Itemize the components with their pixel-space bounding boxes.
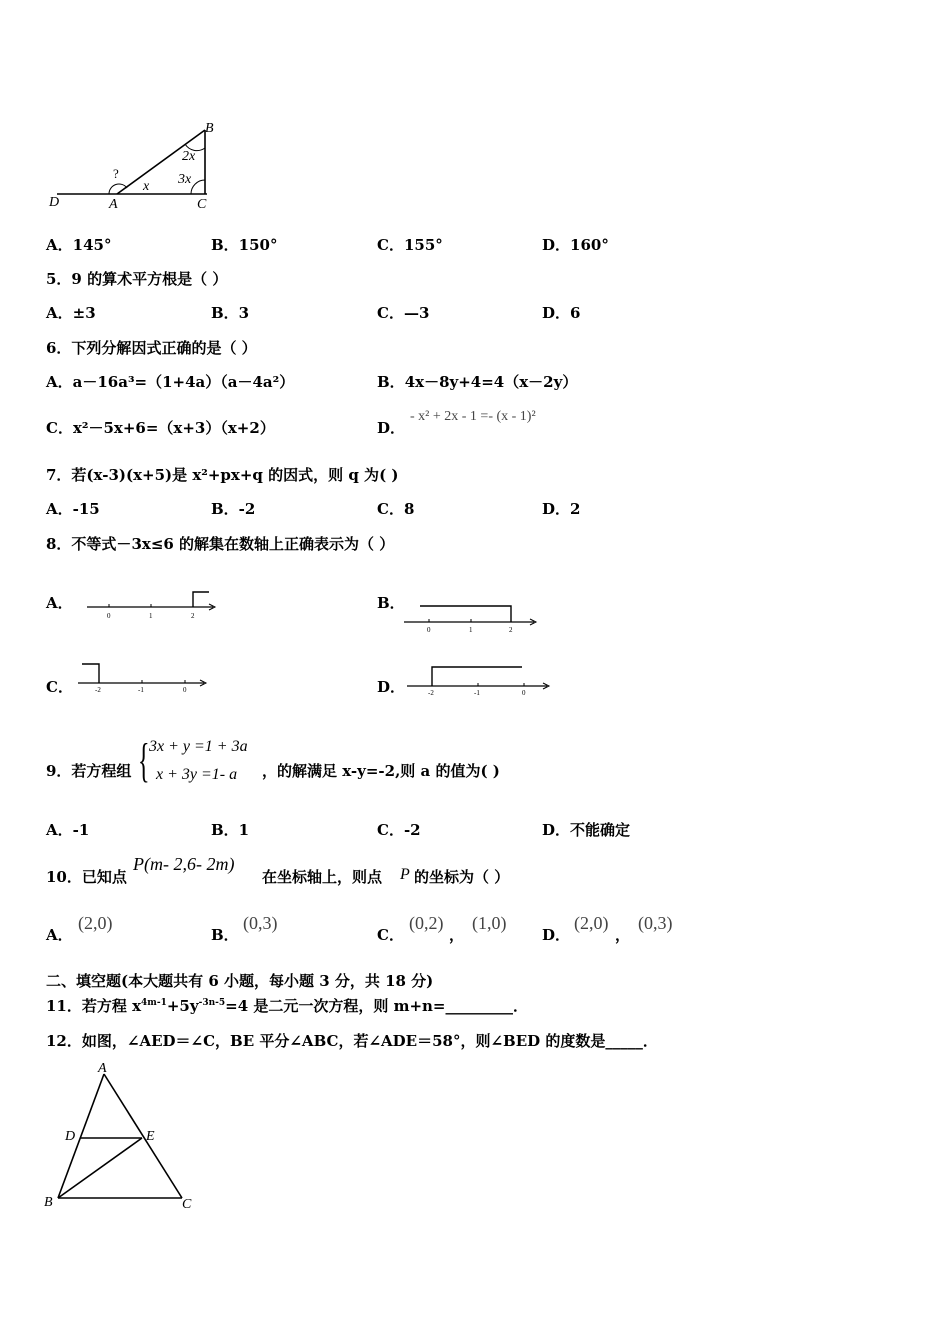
tick-label: -1 xyxy=(474,689,480,697)
q6-c-expr: x²－5x+6=（x+3）（x+2） xyxy=(72,419,275,437)
number-line-b xyxy=(402,598,542,634)
q10-label-c: C． xyxy=(377,926,404,944)
label-a: A xyxy=(98,1061,107,1076)
label-question: ? xyxy=(113,166,119,181)
q9-option-b: B．1 xyxy=(211,821,250,839)
q10-option-a: (2,0) xyxy=(78,913,113,933)
label-b: B xyxy=(44,1195,53,1210)
label-c: C xyxy=(197,197,207,212)
q6-option-c xyxy=(46,419,275,437)
q8-stem: 8．不等式－3x≤6 的解集在数轴上正确表示为（ ） xyxy=(46,535,395,553)
q8-label-d: D． xyxy=(377,678,406,696)
q9-option-a: A．-1 xyxy=(46,821,90,839)
tick-label: -2 xyxy=(95,686,101,694)
q9-eq1: 3x + y =1 + 3a xyxy=(149,738,248,755)
q9-eq2: x + 3y =1- a xyxy=(156,766,238,783)
tick-label: -2 xyxy=(428,689,434,697)
q6-d-label: D． xyxy=(377,419,406,437)
triangle-figure xyxy=(45,118,225,213)
tick-label: -1 xyxy=(138,686,144,694)
q10-option-c1: (0,2) xyxy=(409,913,444,933)
q8-label-c: C． xyxy=(46,678,73,696)
q6-option-a xyxy=(46,373,294,391)
tick-label: 0 xyxy=(183,686,187,694)
q9-option-d: D．不能确定 xyxy=(542,821,631,839)
q11-pre: 11．若方程 x xyxy=(46,997,142,1015)
q11-mid: +5y xyxy=(166,997,199,1015)
q5-option-b: B．3 xyxy=(211,304,250,322)
q10-point: P(m- 2,6- 2m) xyxy=(133,854,235,874)
number-line-c xyxy=(76,660,211,694)
q4-option-a: A．145° xyxy=(46,236,112,254)
label-2x: 2x xyxy=(182,149,196,164)
q6-d-expr: - x² + 2x - 1 =- (x - 1)² xyxy=(410,409,536,424)
q5-option-d: D．6 xyxy=(542,304,581,322)
q10-label-b: B． xyxy=(211,926,239,944)
q10-comma: ， xyxy=(615,926,631,944)
tick-label: 0 xyxy=(107,612,111,620)
q11 xyxy=(46,997,528,1015)
q6-option-b xyxy=(377,373,577,391)
q6-b-label: B． xyxy=(377,373,405,391)
q10-option-d1: (2,0) xyxy=(574,913,609,933)
q10-suffix: 的坐标为（ ） xyxy=(414,868,510,886)
q6-a-label: A． xyxy=(46,373,73,391)
q9-option-c: C．-2 xyxy=(377,821,421,839)
section-2-title: 二、填空题(本大题共有 6 小题，每小题 3 分，共 18 分) xyxy=(46,972,434,990)
q8-label-a: A． xyxy=(46,594,73,612)
label-b: B xyxy=(205,121,214,136)
q10-option-c2: (1,0) xyxy=(472,913,507,933)
triangle-abc-figure xyxy=(40,1060,210,1218)
label-x: x xyxy=(143,179,150,194)
number-line-a xyxy=(85,588,220,620)
q10-prefix: 10．已知点 xyxy=(46,868,127,886)
tick-label: 1 xyxy=(149,612,153,620)
tick-label: 0 xyxy=(427,626,431,634)
q6-c-label: C． xyxy=(46,419,73,437)
q6-b-expr: 4x－8y+4=4（x－2y） xyxy=(404,373,578,391)
q5-stem: 5．9 的算术平方根是（ ） xyxy=(46,270,228,288)
q4-option-b: B．150° xyxy=(211,236,278,254)
label-3x: 3x xyxy=(178,172,192,187)
label-c: C xyxy=(182,1197,192,1212)
q11-exp1: 4m-1 xyxy=(141,998,167,1008)
q11-post: =4 是二元一次方程，则 m+n=_________． xyxy=(225,997,528,1015)
q10-label-d: D． xyxy=(542,926,571,944)
q10-label-a: A． xyxy=(46,926,73,944)
q7-stem: 7．若(x-3)(x+5)是 x²+px+q 的因式，则 q 为( ) xyxy=(46,466,399,484)
q4-option-d: D．160° xyxy=(542,236,609,254)
q4-option-c: C．155° xyxy=(377,236,443,254)
tick-label: 1 xyxy=(469,626,473,634)
q10-option-d2: (0,3) xyxy=(638,913,673,933)
label-d: D xyxy=(49,195,60,210)
label-e: E xyxy=(146,1129,155,1144)
tick-label: 2 xyxy=(191,612,195,620)
q11-exp2: -3n-5 xyxy=(198,998,226,1008)
q7-option-a: A．-15 xyxy=(46,500,100,518)
q10-comma: ， xyxy=(449,926,465,944)
q9-suffix: ，的解满足 x-y=-2,则 a 的值为( ) xyxy=(262,762,500,780)
label-a: A xyxy=(109,197,118,212)
q8-label-b: B． xyxy=(377,594,405,612)
q5-option-c: C．—3 xyxy=(377,304,430,322)
tick-label: 2 xyxy=(509,626,513,634)
q7-option-c: C．8 xyxy=(377,500,415,518)
q6-a-expr: a－16a³=（1+4a）（a－4a²） xyxy=(72,373,295,391)
q9-prefix: 9．若方程组 xyxy=(46,762,132,780)
tick-label: 0 xyxy=(522,689,526,697)
q7-option-b: B．-2 xyxy=(211,500,256,518)
q10-option-b: (0,3) xyxy=(243,913,278,933)
q9-system-brace: { xyxy=(138,734,150,787)
q10-middle: 在坐标轴上，则点 xyxy=(262,868,383,886)
q7-option-d: D．2 xyxy=(542,500,581,518)
q6-option-d xyxy=(377,419,405,437)
q10-p: P xyxy=(400,866,410,883)
q6-stem: 6．下列分解因式正确的是（ ） xyxy=(46,339,257,357)
label-d: D xyxy=(65,1129,76,1144)
q12: 12．如图，∠AED＝∠C，BE 平分∠ABC，若∠ADE＝58°，则∠BED 的度数是_____． xyxy=(46,1032,658,1050)
q5-option-a: A．±3 xyxy=(46,304,96,322)
number-line-d xyxy=(405,660,560,698)
